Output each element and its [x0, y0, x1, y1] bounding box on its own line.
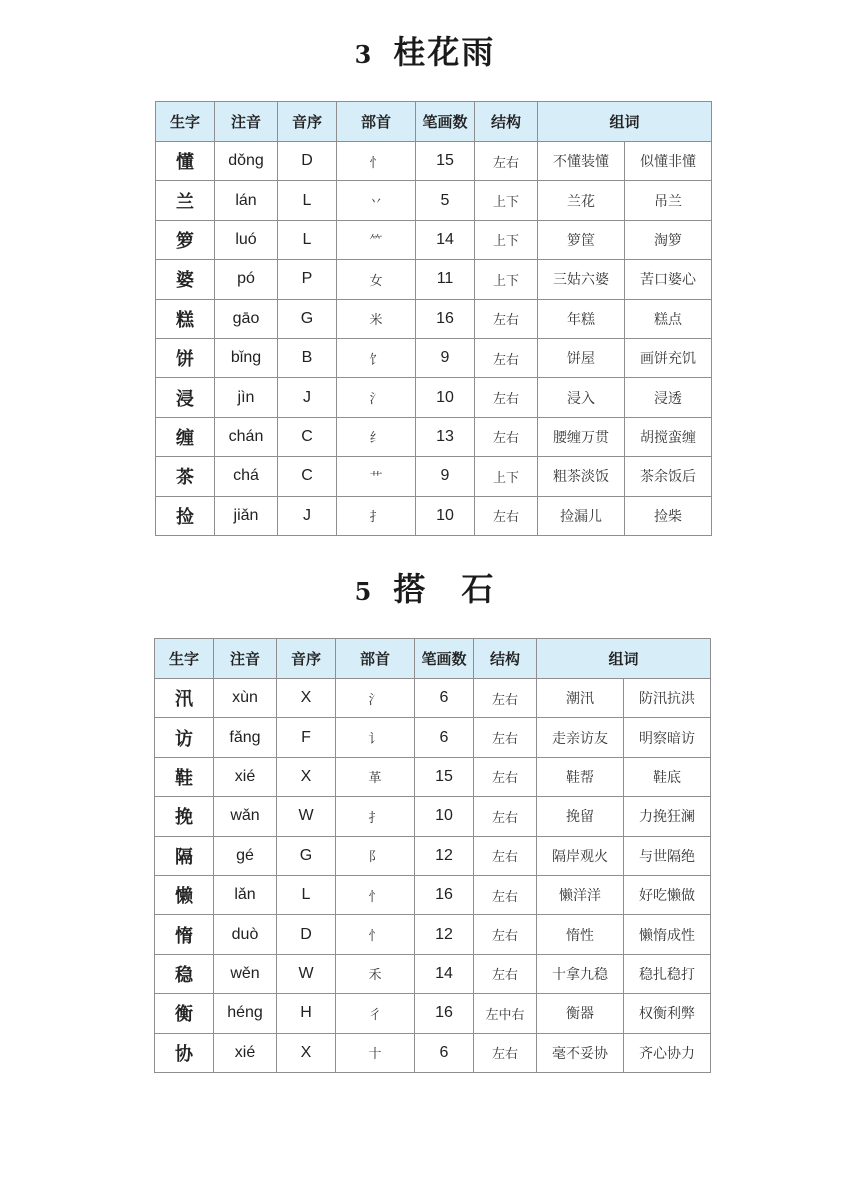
- initial-cell: P: [278, 260, 337, 299]
- header-initial: 音序: [277, 639, 336, 679]
- word-cell: 防汛抗洪: [624, 679, 711, 718]
- word-cell: 兰花: [538, 181, 625, 220]
- stroke-count-cell: 10: [415, 797, 474, 836]
- radical-cell: 纟: [337, 417, 416, 456]
- char-cell: 鞋: [155, 757, 214, 796]
- stroke-count-cell: 5: [416, 181, 475, 220]
- word-cell: 饼屋: [538, 338, 625, 377]
- word-cell: 粗茶淡饭: [538, 457, 625, 496]
- header-strokes: 笔画数: [416, 102, 475, 142]
- radical-cell: 忄: [337, 142, 416, 181]
- word-cell: 淘箩: [625, 220, 712, 259]
- word-cell: 捡漏儿: [538, 496, 625, 535]
- structure-cell: 上下: [475, 457, 538, 496]
- pinyin-cell: duò: [214, 915, 277, 954]
- radical-cell: 氵: [337, 378, 416, 417]
- initial-cell: D: [278, 142, 337, 181]
- char-cell: 汛: [155, 679, 214, 718]
- radical-cell: 讠: [336, 718, 415, 757]
- table-row: [155, 915, 711, 954]
- word-cell: 箩筐: [538, 220, 625, 259]
- stroke-count-cell: 15: [416, 142, 475, 181]
- pinyin-cell: chá: [215, 457, 278, 496]
- structure-cell: 左右: [475, 417, 538, 456]
- structure-cell: 左右: [475, 338, 538, 377]
- structure-cell: 上下: [475, 181, 538, 220]
- word-cell: 茶余饭后: [625, 457, 712, 496]
- word-cell: 不懂装懂: [538, 142, 625, 181]
- char-cell: 饼: [156, 338, 215, 377]
- word-cell: 明察暗访: [624, 718, 711, 757]
- stroke-count-cell: 12: [415, 836, 474, 875]
- radical-cell: 艹: [337, 457, 416, 496]
- pinyin-cell: héng: [214, 994, 277, 1033]
- stroke-count-cell: 16: [416, 299, 475, 338]
- radical-cell: 扌: [336, 797, 415, 836]
- word-cell: 力挽狂澜: [624, 797, 711, 836]
- char-cell: 箩: [156, 220, 215, 259]
- char-cell: 糕: [156, 299, 215, 338]
- lesson-number: 5: [354, 577, 372, 606]
- structure-cell: 左右: [475, 496, 538, 535]
- radical-cell: 氵: [336, 679, 415, 718]
- radical-cell: 十: [336, 1033, 415, 1072]
- word-cell: 权衡利弊: [624, 994, 711, 1033]
- table-row: [155, 718, 711, 757]
- radical-cell: 女: [337, 260, 416, 299]
- initial-cell: B: [278, 338, 337, 377]
- stroke-count-cell: 9: [416, 338, 475, 377]
- char-cell: 协: [155, 1033, 214, 1072]
- word-cell: 懒洋洋: [537, 875, 624, 914]
- initial-cell: X: [277, 679, 336, 718]
- stroke-count-cell: 6: [415, 718, 474, 757]
- table-row: [156, 338, 712, 377]
- initial-cell: L: [278, 181, 337, 220]
- initial-cell: C: [278, 457, 337, 496]
- stroke-count-cell: 13: [416, 417, 475, 456]
- word-cell: 隔岸观火: [537, 836, 624, 875]
- word-cell: 画饼充饥: [625, 338, 712, 377]
- char-cell: 访: [155, 718, 214, 757]
- word-cell: 鞋帮: [537, 757, 624, 796]
- initial-cell: G: [277, 836, 336, 875]
- structure-cell: 左右: [475, 299, 538, 338]
- initial-cell: H: [277, 994, 336, 1033]
- stroke-count-cell: 15: [415, 757, 474, 796]
- header-structure: 结构: [475, 102, 538, 142]
- initial-cell: J: [278, 496, 337, 535]
- initial-cell: L: [278, 220, 337, 259]
- initial-cell: W: [277, 797, 336, 836]
- structure-cell: 左右: [475, 378, 538, 417]
- word-cell: 与世隔绝: [624, 836, 711, 875]
- initial-cell: J: [278, 378, 337, 417]
- pinyin-cell: lán: [215, 181, 278, 220]
- char-cell: 挽: [155, 797, 214, 836]
- header-words: 组词: [537, 639, 711, 679]
- char-cell: 捡: [156, 496, 215, 535]
- char-cell: 茶: [156, 457, 215, 496]
- structure-cell: 左右: [474, 915, 537, 954]
- table-row: [156, 378, 712, 417]
- stroke-count-cell: 16: [415, 875, 474, 914]
- word-cell: 衡器: [537, 994, 624, 1033]
- word-cell: 似懂非懂: [625, 142, 712, 181]
- char-cell: 惰: [155, 915, 214, 954]
- word-cell: 鞋底: [624, 757, 711, 796]
- structure-cell: 左右: [475, 142, 538, 181]
- stroke-count-cell: 9: [416, 457, 475, 496]
- lesson-title: [0, 32, 850, 72]
- pinyin-cell: xié: [214, 1033, 277, 1072]
- table-row: [156, 299, 712, 338]
- table-row: [156, 260, 712, 299]
- pinyin-cell: pó: [215, 260, 278, 299]
- stroke-count-cell: 12: [415, 915, 474, 954]
- pinyin-cell: chán: [215, 417, 278, 456]
- word-cell: 好吃懒做: [624, 875, 711, 914]
- table-row: [155, 875, 711, 914]
- radical-cell: 扌: [337, 496, 416, 535]
- word-cell: 毫不妥协: [537, 1033, 624, 1072]
- lesson-number: 3: [354, 40, 372, 69]
- radical-cell: 米: [337, 299, 416, 338]
- character-table: [154, 638, 711, 1073]
- pinyin-cell: xié: [214, 757, 277, 796]
- table-row: [155, 797, 711, 836]
- structure-cell: 左右: [474, 875, 537, 914]
- stroke-count-cell: 6: [415, 679, 474, 718]
- table-row: [155, 679, 711, 718]
- pinyin-cell: lǎn: [214, 875, 277, 914]
- radical-cell: 禾: [336, 954, 415, 993]
- char-cell: 缠: [156, 417, 215, 456]
- initial-cell: X: [277, 1033, 336, 1072]
- radical-cell: 阝: [336, 836, 415, 875]
- radical-cell: 彳: [336, 994, 415, 1033]
- pinyin-cell: xùn: [214, 679, 277, 718]
- word-cell: 三姑六婆: [538, 260, 625, 299]
- header-strokes: 笔画数: [415, 639, 474, 679]
- stroke-count-cell: 11: [416, 260, 475, 299]
- header-radical: 部首: [336, 639, 415, 679]
- char-cell: 懒: [155, 875, 214, 914]
- word-cell: 惰性: [537, 915, 624, 954]
- header-initial: 音序: [278, 102, 337, 142]
- initial-cell: C: [278, 417, 337, 456]
- header-pinyin: 注音: [215, 102, 278, 142]
- char-cell: 懂: [156, 142, 215, 181]
- pinyin-cell: gé: [214, 836, 277, 875]
- word-cell: 糕点: [625, 299, 712, 338]
- word-cell: 浸入: [538, 378, 625, 417]
- char-cell: 稳: [155, 954, 214, 993]
- radical-cell: 饣: [337, 338, 416, 377]
- word-cell: 稳扎稳打: [624, 954, 711, 993]
- table-row: [155, 757, 711, 796]
- radical-cell: 忄: [336, 915, 415, 954]
- radical-cell: ⺮: [337, 220, 416, 259]
- char-cell: 衡: [155, 994, 214, 1033]
- table-row: [156, 142, 712, 181]
- pinyin-cell: luó: [215, 220, 278, 259]
- header-char: 生字: [155, 639, 214, 679]
- header-pinyin: 注音: [214, 639, 277, 679]
- structure-cell: 左中右: [474, 994, 537, 1033]
- structure-cell: 左右: [474, 797, 537, 836]
- stroke-count-cell: 10: [416, 496, 475, 535]
- word-cell: 潮汛: [537, 679, 624, 718]
- initial-cell: D: [277, 915, 336, 954]
- word-cell: 齐心协力: [624, 1033, 711, 1072]
- word-cell: 苦口婆心: [625, 260, 712, 299]
- initial-cell: G: [278, 299, 337, 338]
- character-table: [155, 101, 712, 536]
- char-cell: 隔: [155, 836, 214, 875]
- structure-cell: 左右: [474, 954, 537, 993]
- header-structure: 结构: [474, 639, 537, 679]
- table-header-row: [155, 639, 711, 679]
- word-cell: 走亲访友: [537, 718, 624, 757]
- pinyin-cell: jiǎn: [215, 496, 278, 535]
- pinyin-cell: bǐng: [215, 338, 278, 377]
- radical-cell: 革: [336, 757, 415, 796]
- structure-cell: 上下: [475, 220, 538, 259]
- pinyin-cell: gāo: [215, 299, 278, 338]
- header-words: 组词: [538, 102, 712, 142]
- lesson-name: 搭 石: [393, 570, 496, 608]
- table-row: [156, 220, 712, 259]
- header-radical: 部首: [337, 102, 416, 142]
- stroke-count-cell: 16: [415, 994, 474, 1033]
- initial-cell: X: [277, 757, 336, 796]
- char-cell: 婆: [156, 260, 215, 299]
- initial-cell: L: [277, 875, 336, 914]
- table-row: [155, 836, 711, 875]
- stroke-count-cell: 14: [415, 954, 474, 993]
- word-cell: 胡搅蛮缠: [625, 417, 712, 456]
- table-row: [155, 954, 711, 993]
- table-row: [156, 417, 712, 456]
- table-row: [156, 496, 712, 535]
- pinyin-cell: fǎng: [214, 718, 277, 757]
- pinyin-cell: jìn: [215, 378, 278, 417]
- word-cell: 浸透: [625, 378, 712, 417]
- word-cell: 挽留: [537, 797, 624, 836]
- header-char: 生字: [156, 102, 215, 142]
- stroke-count-cell: 10: [416, 378, 475, 417]
- structure-cell: 左右: [474, 1033, 537, 1072]
- radical-cell: 丷: [337, 181, 416, 220]
- structure-cell: 上下: [475, 260, 538, 299]
- word-cell: 年糕: [538, 299, 625, 338]
- word-cell: 懒惰成性: [624, 915, 711, 954]
- structure-cell: 左右: [474, 757, 537, 796]
- structure-cell: 左右: [474, 836, 537, 875]
- word-cell: 捡柴: [625, 496, 712, 535]
- pinyin-cell: wǎn: [214, 797, 277, 836]
- pinyin-cell: dǒng: [215, 142, 278, 181]
- initial-cell: F: [277, 718, 336, 757]
- lesson-name: 桂花雨: [393, 33, 496, 71]
- char-cell: 兰: [156, 181, 215, 220]
- word-cell: 吊兰: [625, 181, 712, 220]
- stroke-count-cell: 14: [416, 220, 475, 259]
- word-cell: 腰缠万贯: [538, 417, 625, 456]
- table-header-row: [156, 102, 712, 142]
- table-row: [156, 181, 712, 220]
- lesson-title: [0, 569, 850, 609]
- table-row: [156, 457, 712, 496]
- structure-cell: 左右: [474, 718, 537, 757]
- structure-cell: 左右: [474, 679, 537, 718]
- pinyin-cell: wěn: [214, 954, 277, 993]
- word-cell: 十拿九稳: [537, 954, 624, 993]
- stroke-count-cell: 6: [415, 1033, 474, 1072]
- table-row: [155, 1033, 711, 1072]
- char-cell: 浸: [156, 378, 215, 417]
- radical-cell: 忄: [336, 875, 415, 914]
- initial-cell: W: [277, 954, 336, 993]
- table-row: [155, 994, 711, 1033]
